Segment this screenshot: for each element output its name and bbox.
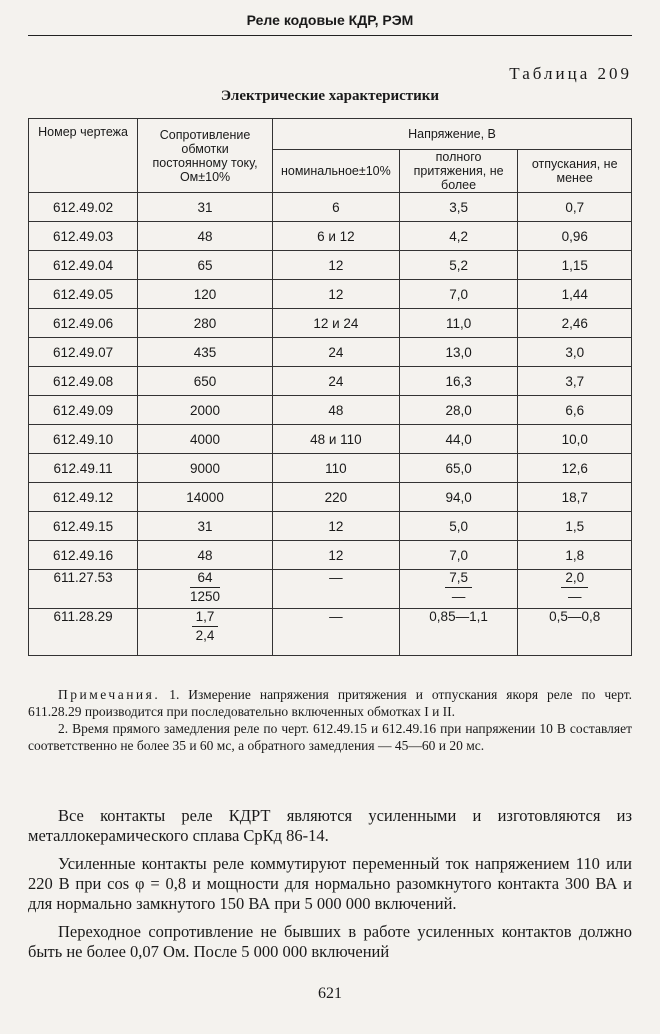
table-row [29,222,632,251]
table-title: Электрические характеристики [220,88,440,104]
running-header: Реле кодовые КДР, РЭМ [28,12,632,36]
cell-resistance: 14000 [138,483,273,512]
cell-resistance: 120 [138,280,273,309]
cell-nominal: 12 [272,280,399,309]
fraction-denominator: 1250 [190,589,221,604]
cell-full-pull [399,570,518,609]
characteristics-table [28,118,632,656]
header-full-pull: полного притяжения, не более [399,150,518,193]
cell-release: 1,5 [518,512,632,541]
table-row [29,425,632,454]
cell-full-pull: 94,0 [399,483,518,512]
paragraph: Все контакты реле КДРТ являются усиленными и изготовляются из металлокерамического сплава СрКд 86-14. [28,806,632,845]
cell-resistance: 65 [138,251,273,280]
fraction-denominator: — [451,589,466,604]
paragraph: Усиленные контакты реле коммутируют переменный ток напряжением 110 или 220 В при cos φ = 0,8 и мощности для нормально разомкнутого контакта 300 ВА и для нормально замкнутого 150 ВА при 5 000 000 включений. [28,854,632,913]
table-notes [28,686,632,754]
cell-release: 3,7 [518,367,632,396]
header-drawing-number: Номер чертежа [29,119,138,193]
note-1 [28,686,632,720]
cell-release: 0,5—0,8 [518,609,632,656]
cell-nominal: 48 [272,396,399,425]
cell-resistance: 4000 [138,425,273,454]
cell-number: 611.27.53 [29,570,138,609]
body-text [28,806,632,970]
cell-resistance: 48 [138,222,273,251]
cell-number: 612.49.05 [29,280,138,309]
fraction-denominator: — [567,589,582,604]
cell-number: 612.49.10 [29,425,138,454]
fraction-numerator: 7,5 [445,570,472,588]
cell-resistance: 650 [138,367,273,396]
table-row [29,396,632,425]
cell-number: 612.49.12 [29,483,138,512]
cell-release: 18,7 [518,483,632,512]
header-nominal: номинальное±10% [272,150,399,193]
cell-number: 612.49.04 [29,251,138,280]
cell-release: 6,6 [518,396,632,425]
cell-full-pull: 44,0 [399,425,518,454]
cell-full-pull: 3,5 [399,193,518,222]
header-voltage: Напряжение, В [272,119,631,150]
cell-nominal: — [272,570,399,609]
cell-number: 612.49.08 [29,367,138,396]
cell-release: 2,46 [518,309,632,338]
cell-release: 0,96 [518,222,632,251]
page-number: 621 [318,985,342,1002]
note-2: 2. Время прямого замедления реле по черт. 612.49.15 и 612.49.16 при напряжении 10 В составляет соответственно не более 35 и 60 мс, а обратного замедления — 45—60 и 20 мс. [28,721,632,753]
cell-full-pull: 7,0 [399,541,518,570]
cell-resistance: 280 [138,309,273,338]
cell-full-pull: 5,0 [399,512,518,541]
cell-release [518,570,632,609]
header-release: отпускания, не менее [518,150,632,193]
cell-nominal: 110 [272,454,399,483]
cell-resistance: 9000 [138,454,273,483]
cell-resistance [138,570,273,609]
cell-number: 612.49.16 [29,541,138,570]
cell-full-pull: 28,0 [399,396,518,425]
note-1-text: 1. Измерение напряжения притяжения и отпускания якоря реле по черт. 611.28.29 производится при последовательно включенных обмотках I и II. [28,687,632,719]
cell-release: 1,8 [518,541,632,570]
table-row [29,193,632,222]
table-row [29,280,632,309]
paragraph: Переходное сопротивление не бывших в работе усиленных контактов должно быть не более 0,07 Ом. После 5 000 000 включений [28,922,632,961]
cell-release: 3,0 [518,338,632,367]
cell-nominal: 12 [272,541,399,570]
cell-nominal: 220 [272,483,399,512]
table-row [29,309,632,338]
header-resistance: Сопротивление обмотки постоянному току, Ом±10% [138,119,273,193]
fraction-numerator: 2,0 [561,570,588,588]
fraction-numerator: 64 [190,570,220,588]
cell-release: 0,7 [518,193,632,222]
cell-resistance: 2000 [138,396,273,425]
cell-nominal: 12 [272,512,399,541]
cell-full-pull: 4,2 [399,222,518,251]
table-row [29,454,632,483]
cell-full-pull: 7,0 [399,280,518,309]
table-row [29,609,632,656]
cell-release: 10,0 [518,425,632,454]
table-row [29,338,632,367]
table-row [29,541,632,570]
table-row [29,512,632,541]
cell-release: 1,15 [518,251,632,280]
cell-release: 1,44 [518,280,632,309]
cell-resistance [138,609,273,656]
cell-full-pull: 11,0 [399,309,518,338]
cell-release: 12,6 [518,454,632,483]
cell-nominal: 24 [272,338,399,367]
cell-nominal: 12 и 24 [272,309,399,338]
fraction-denominator: 2,4 [195,628,215,643]
cell-full-pull: 16,3 [399,367,518,396]
cell-nominal: 6 и 12 [272,222,399,251]
table-row [29,367,632,396]
cell-full-pull: 0,85—1,1 [399,609,518,656]
cell-number: 612.49.02 [29,193,138,222]
cell-number: 612.49.09 [29,396,138,425]
cell-resistance: 31 [138,512,273,541]
cell-resistance: 435 [138,338,273,367]
cell-full-pull: 13,0 [399,338,518,367]
cell-number: 612.49.06 [29,309,138,338]
table-row [29,251,632,280]
cell-number: 612.49.15 [29,512,138,541]
cell-resistance: 31 [138,193,273,222]
cell-number: 612.49.11 [29,454,138,483]
table-row [29,483,632,512]
table-row [29,570,632,609]
cell-nominal: — [272,609,399,656]
cell-nominal: 24 [272,367,399,396]
cell-full-pull: 5,2 [399,251,518,280]
cell-full-pull: 65,0 [399,454,518,483]
table-number: Таблица 209 [509,64,632,83]
cell-number: 612.49.07 [29,338,138,367]
fraction-numerator: 1,7 [192,609,219,627]
cell-nominal: 48 и 110 [272,425,399,454]
cell-number: 611.28.29 [29,609,138,656]
notes-label: Примечания. [58,687,161,702]
cell-nominal: 12 [272,251,399,280]
cell-nominal: 6 [272,193,399,222]
cell-number: 612.49.03 [29,222,138,251]
cell-resistance: 48 [138,541,273,570]
